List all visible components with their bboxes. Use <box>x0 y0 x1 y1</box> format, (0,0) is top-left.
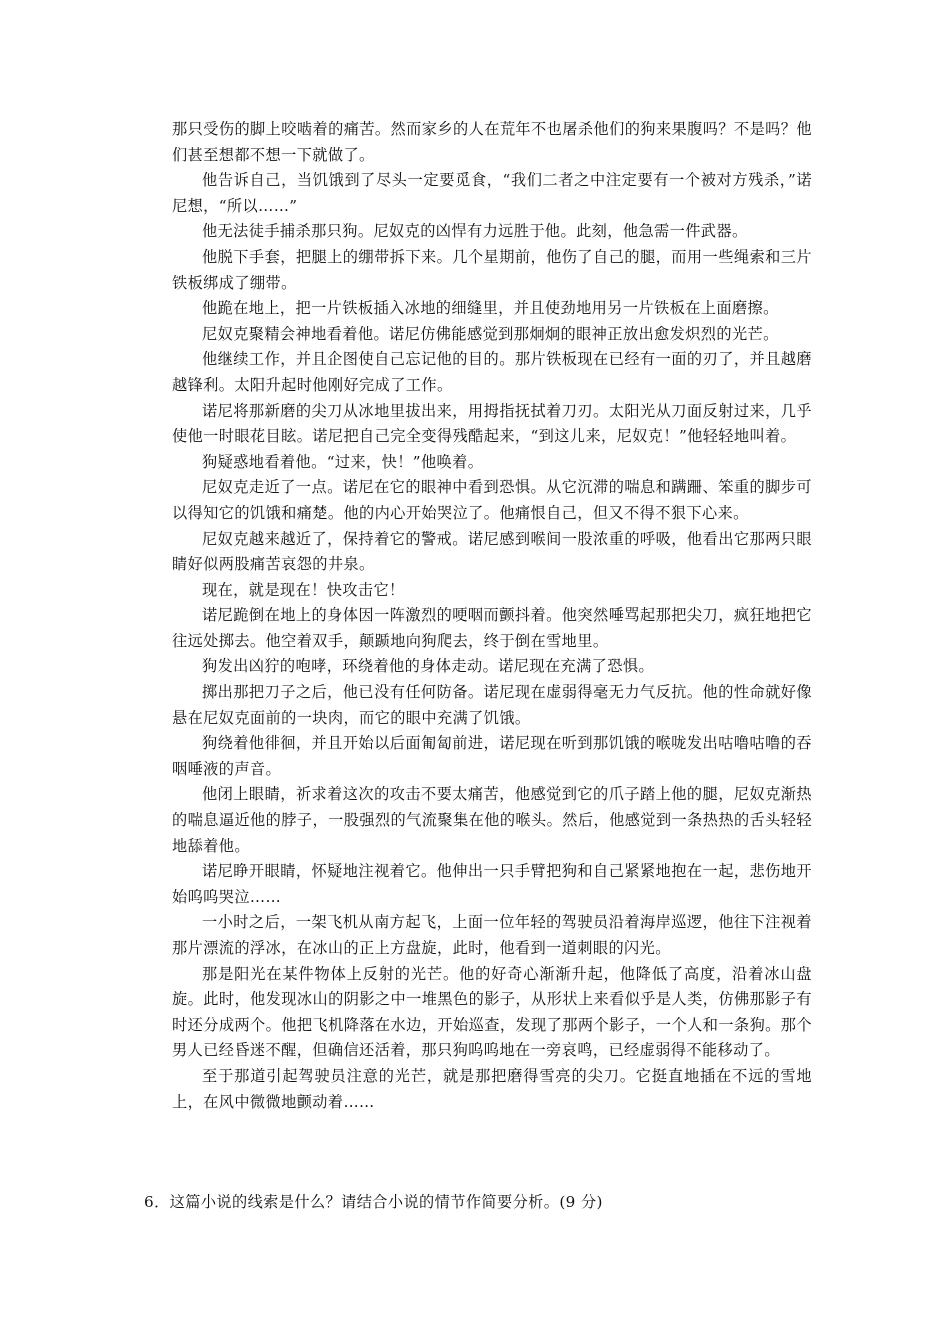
paragraph: 诺尼将那新磨的尖刀从冰地里拔出来，用拇指抚拭着刀刃。太阳光从刀面反射过来，几乎使他一时眼花目眩。诺尼把自己完全变得残酷起来，“到这儿来，尼奴克！”他轻轻地叫着。 <box>172 401 812 446</box>
story-text <box>172 117 812 1115</box>
paragraph: 尼奴克聚精会神地看着他。诺尼仿佛能感觉到那炯炯的眼神正放出愈发炽烈的光芒。 <box>202 324 779 343</box>
paragraph: 尼奴克越来越近了，保持着它的警戒。诺尼感到喉间一股浓重的呼吸，他看出它那两只眼睛好似两股痛苦哀怨的井泉。 <box>172 529 812 574</box>
paragraph: 他闭上眼睛，祈求着这次的攻击不要太痛苦，他感觉到它的爪子踏上他的腿，尼奴克渐热的喘息逼近他的脖子，一股强烈的气流聚集在他的喉头。然后，他感觉到一条热热的舌头轻轻地舔着他。 <box>172 785 812 855</box>
paragraph: 诺尼跪倒在地上的身体因一阵激烈的哽咽而颤抖着。他突然唾骂起那把尖刀，疯狂地把它往远处掷去。他空着双手，颠踬地向狗爬去，终于倒在雪地里。 <box>172 606 812 650</box>
paragraph: 他无法徒手捕杀那只狗。尼奴克的凶悍有力远胜于他。此刻，他急需一件武器。 <box>202 222 748 241</box>
paragraph: 他跪在地上，把一片铁板插入冰地的细缝里，并且使劲地用另一片铁板在上面磨擦。 <box>202 299 779 318</box>
paragraph: 狗发出凶狞的咆哮，环绕着他的身体走动。诺尼现在充满了恐惧。 <box>202 657 655 676</box>
paragraph-continued: 那只受伤的脚上咬啮着的痛苦。然而家乡的人在荒年不也屠杀他们的狗来果腹吗？不是吗？他们甚至想都不想一下就做了。 <box>172 120 812 164</box>
paragraph: 他脱下手套，把腿上的绷带拆下来。几个星期前，他伤了自己的腿，而用一些绳索和三片铁板绑成了绷带。 <box>172 247 812 292</box>
paragraph: 他继续工作，并且企图使自己忘记他的目的。那片铁板现在已经有一面的刃了，并且越磨越锋利。太阳升起时他刚好完成了工作。 <box>172 350 812 394</box>
paragraph: 掷出那把刀子之后，他已没有任何防备。诺尼现在虚弱得毫无力气反抗。他的性命就好像悬在尼奴克面前的一块肉，而它的眼中充满了饥饿。 <box>172 683 812 727</box>
paragraph: 狗绕着他徘徊，并且开始以后面匍匐前进，诺尼现在听到那饥饿的喉咙发出咕噜咕噜的吞咽唾液的声音。 <box>172 734 812 778</box>
paragraph: 一小时之后，一架飞机从南方起飞，上面一位年轻的驾驶员沿着海岸巡逻，他往下注视着那片漂流的浮冰，在冰山的正上方盘旋，此时，他看到一道刺眼的闪光。 <box>172 913 812 957</box>
paragraph: 狗疑惑地看着他。“过来，快！”他唤着。 <box>202 452 484 471</box>
paragraph: 他告诉自己，当饥饿到了尽头一定要觅食，“我们二者之中注定要有一个被对方残杀，”诺尼想，“所以……” <box>172 171 812 215</box>
question-6: 6．这篇小说的线索是什么？请结合小说的情节作简要分析。(9 分) <box>144 1193 603 1211</box>
paragraph: 尼奴克走近了一点。诺尼在它的眼神中看到恐惧。从它沉滞的喘息和蹒跚、笨重的脚步可以得知它的饥饿和痛楚。他的内心开始哭泣了。他痛恨自己，但又不得不狠下心来。 <box>172 478 812 522</box>
paragraph: 现在，就是现在！快攻击它！ <box>202 580 405 599</box>
paragraph: 诺尼睁开眼睛，怀疑地注视着它。他伸出一只手臂把狗和自己紧紧地抱在一起，悲伤地开始呜呜哭泣…… <box>172 862 812 906</box>
paragraph: 那是阳光在某件物体上反射的光芒。他的好奇心渐渐升起，他降低了高度，沿着冰山盘旋。此时，他发现冰山的阴影之中一堆黑色的影子，从形状上来看似乎是人类，仿佛那影子有时还分成两个。他把飞机降落在水边，开始巡查，发现了那两个影子，一个人和一条狗。那个男人已经昏迷不醒，但确信还活着，那只狗呜呜地在一旁哀鸣，已经虚弱得不能移动了。 <box>172 964 812 1060</box>
paragraph: 至于那道引起驾驶员注意的光芒，就是那把磨得雪亮的尖刀。它挺直地插在不远的雪地上，在风中微微地颤动着…… <box>172 1066 812 1111</box>
